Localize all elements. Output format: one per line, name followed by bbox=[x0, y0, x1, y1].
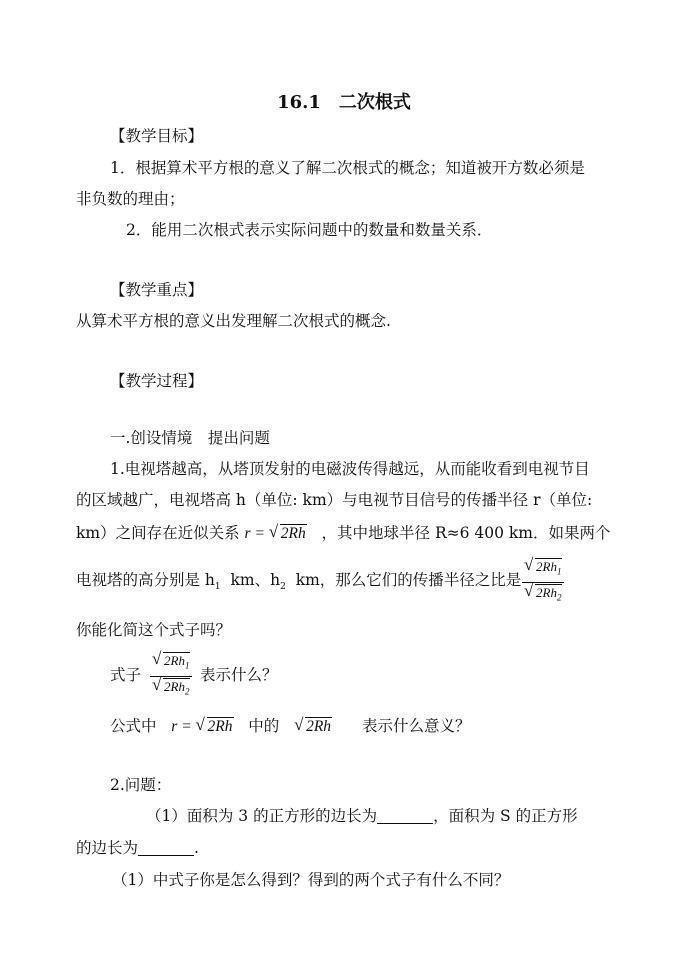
text-span: 中的 bbox=[248, 717, 280, 735]
subscript: 1 bbox=[184, 660, 190, 671]
question-line bbox=[146, 806, 578, 826]
page-title bbox=[0, 88, 688, 114]
text-span: km）之间存在近似关系 bbox=[76, 524, 240, 542]
formula-r bbox=[245, 525, 307, 542]
paragraph-line bbox=[76, 570, 521, 597]
radicand: 2Rh bbox=[306, 718, 332, 735]
text-span: ，其中地球半径 R≈6 400 km．如果两个 bbox=[321, 524, 611, 542]
goal-item-2: 2．能用二次根式表示实际问题中的数量和数量关系． bbox=[126, 221, 493, 239]
text-span: 表示什么？ bbox=[200, 666, 278, 684]
text-span: 表示什么意义？ bbox=[362, 717, 471, 735]
sqrt-2Rh1 bbox=[152, 652, 190, 675]
formula-lhs: r = bbox=[171, 718, 192, 735]
text-span: 的边长为 bbox=[76, 839, 139, 857]
formula-lhs: r = bbox=[244, 525, 265, 542]
text-span: ，面积为 S 的正方形 bbox=[433, 807, 578, 825]
sqrt-2Rh1 bbox=[524, 558, 562, 581]
radicand: 2Rh bbox=[164, 678, 185, 694]
formula-r bbox=[171, 718, 233, 735]
sqrt-2Rh2 bbox=[152, 678, 190, 701]
subscript: 1 bbox=[214, 582, 221, 593]
radicand: 2Rh bbox=[164, 653, 185, 668]
section-2-heading: 2.问题： bbox=[110, 776, 172, 794]
text-span: 式子 bbox=[110, 666, 142, 684]
text-span: km、h bbox=[230, 571, 281, 589]
text-span: 公式中 bbox=[110, 717, 157, 735]
section-1-heading: 一.创设情境 提出问题 bbox=[110, 429, 270, 447]
radicand: 2Rh bbox=[536, 584, 557, 600]
paragraph-line bbox=[76, 523, 611, 544]
sqrt-2Rh bbox=[269, 524, 307, 544]
sqrt-2Rh2 bbox=[524, 584, 562, 607]
sqrt-2Rh bbox=[196, 717, 234, 737]
radicand: 2Rh bbox=[207, 718, 233, 735]
question-line: 你能化简这个式子吗？ bbox=[76, 621, 232, 639]
ratio-fraction bbox=[522, 558, 564, 606]
title-number: 16.1 bbox=[277, 92, 321, 113]
subscript: 1 bbox=[556, 566, 562, 577]
focus-heading: 【教学重点】 bbox=[110, 281, 204, 299]
question-line bbox=[110, 665, 141, 685]
paragraph-line: 1.电视塔越高，从塔顶发射的电磁波传得越远，从而能收看到电视节目 bbox=[110, 460, 590, 478]
process-heading: 【教学过程】 bbox=[110, 372, 204, 390]
sqrt-expression bbox=[294, 718, 332, 735]
sqrt-2Rh bbox=[294, 717, 332, 737]
ratio-fraction bbox=[150, 652, 192, 700]
radicand: 2Rh bbox=[536, 559, 557, 574]
title-text: 二次根式 bbox=[338, 92, 411, 113]
goal-item-1: 1．根据算术平方根的意义了解二次根式的概念；知道被开方数必须是 bbox=[110, 159, 585, 177]
paragraph-line: 的区域越广，电视塔高 h（单位: km）与电视节目信号的传播半径 r（单位: bbox=[76, 491, 593, 509]
question-line bbox=[110, 716, 332, 737]
question-line bbox=[76, 838, 199, 858]
goal-item-1-cont: 非负数的理由； bbox=[76, 190, 185, 208]
goals-heading: 【教学目标】 bbox=[110, 127, 204, 145]
text-span: 电视塔的高分别是 h bbox=[76, 571, 215, 589]
focus-text: 从算术平方根的意义出发理解二次根式的概念. bbox=[76, 312, 391, 330]
question-line: （1）中式子你是怎么得到？得到的两个式子有什么不同？ bbox=[112, 871, 510, 889]
answer-blank[interactable] bbox=[138, 840, 194, 856]
text-span: km，那么它们的传播半径之比是 bbox=[295, 571, 522, 589]
subscript: 2 bbox=[280, 582, 286, 593]
radicand: 2Rh bbox=[280, 525, 306, 542]
text-span: （1）面积为 3 的正方形的边长为 bbox=[146, 807, 378, 825]
subscript: 2 bbox=[184, 686, 190, 697]
answer-blank[interactable] bbox=[377, 808, 433, 824]
text-span: . bbox=[194, 839, 199, 857]
subscript: 2 bbox=[556, 592, 562, 603]
